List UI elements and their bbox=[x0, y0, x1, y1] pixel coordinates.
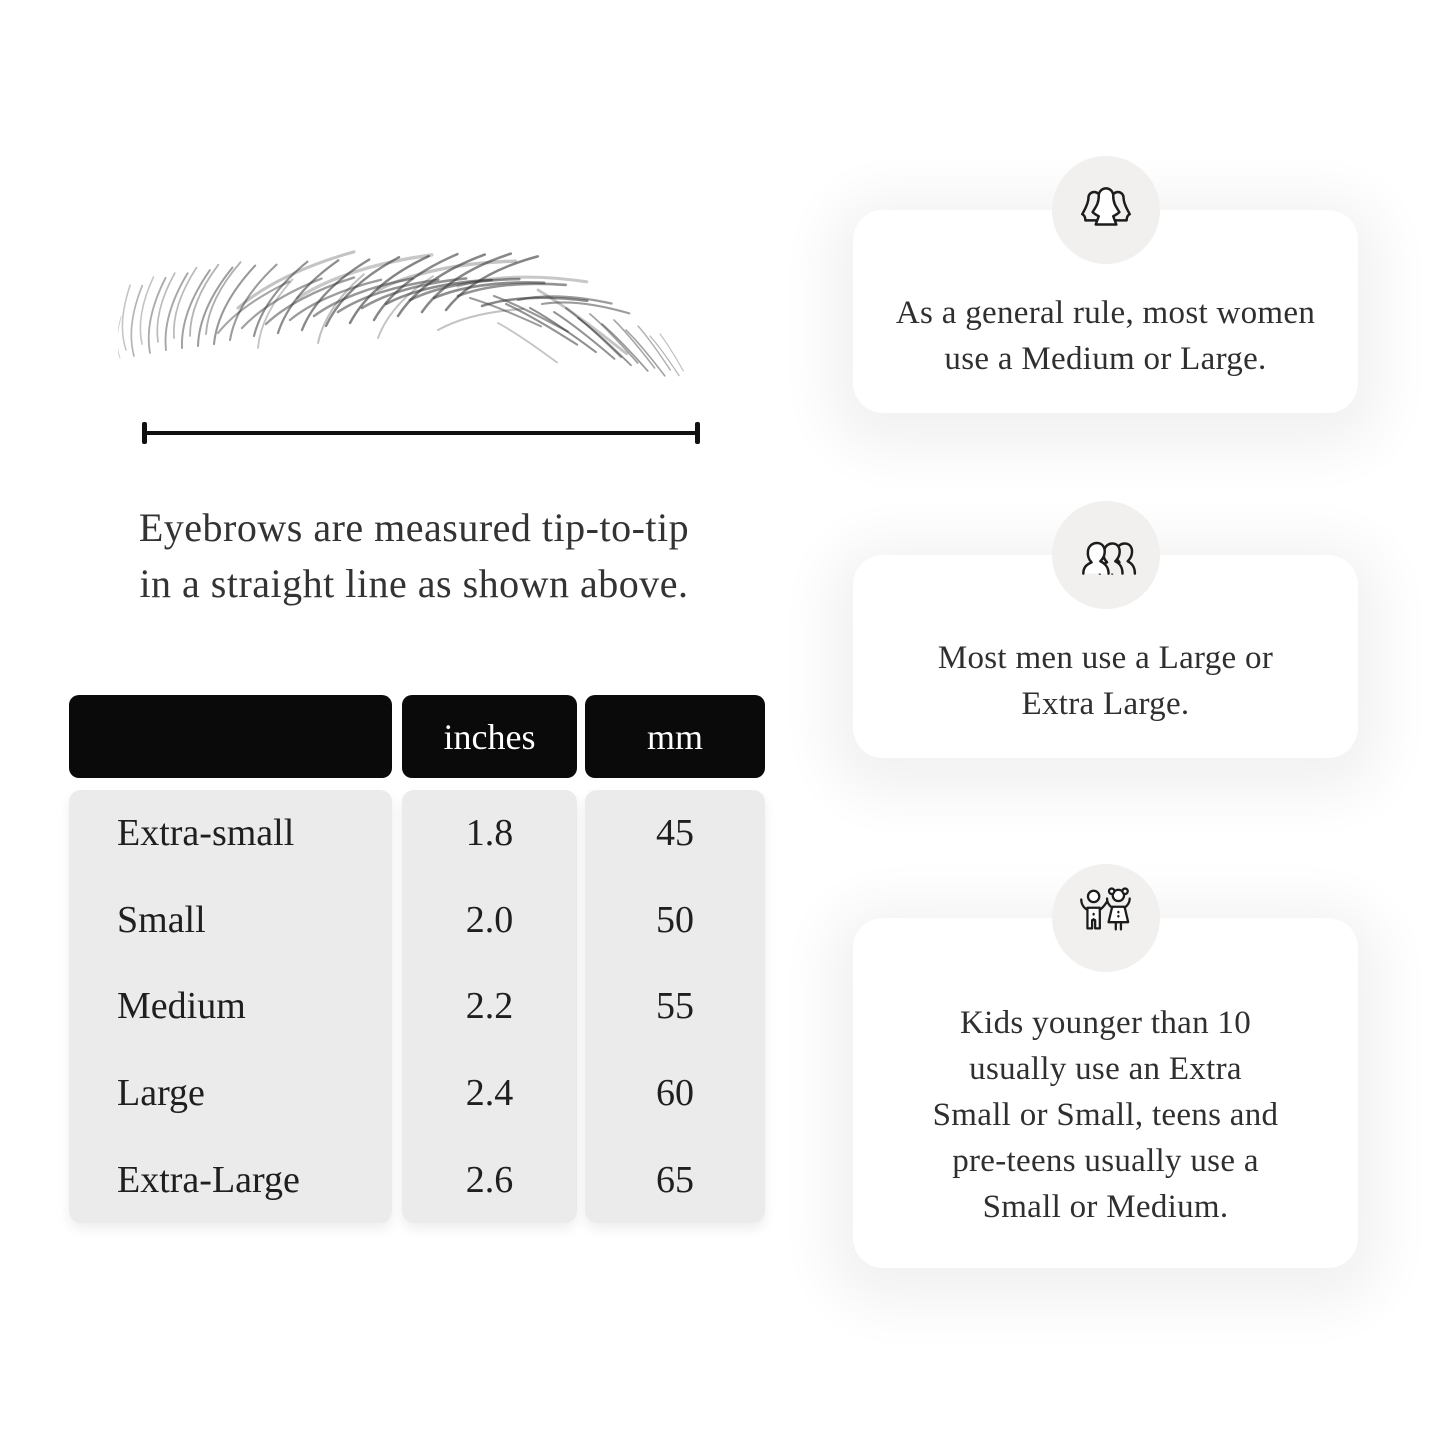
info-card-men bbox=[853, 555, 1358, 758]
table-cell-mm: 55 bbox=[656, 985, 694, 1028]
table-row-label: Medium bbox=[117, 985, 246, 1028]
card-text-line: usually use an Extra bbox=[969, 1051, 1242, 1087]
men-icon-badge bbox=[1052, 501, 1160, 609]
size-table bbox=[69, 695, 765, 1223]
table-row-label: Extra-small bbox=[117, 812, 295, 855]
card-text-line: pre-teens usually use a bbox=[952, 1143, 1259, 1179]
header-cell-inches: inches bbox=[402, 695, 577, 778]
info-card-women bbox=[853, 210, 1358, 413]
table-row-label: Large bbox=[117, 1072, 205, 1115]
size-table-body bbox=[69, 790, 765, 1223]
table-cell-mm: 60 bbox=[656, 1072, 694, 1115]
table-cell-inches: 2.6 bbox=[465, 1158, 514, 1201]
card-text-line: Small or Small, teens and bbox=[932, 1097, 1279, 1133]
table-cell-mm: 45 bbox=[656, 812, 694, 855]
caption-line-1: Eyebrows are measured tip-to-tip bbox=[138, 505, 690, 550]
table-cell-mm: 65 bbox=[656, 1158, 694, 1201]
women-icon-badge bbox=[1052, 156, 1160, 264]
size-column bbox=[69, 790, 392, 1223]
men-group-icon bbox=[1073, 520, 1139, 591]
measurement-line-right-cap bbox=[695, 422, 700, 444]
table-cell-inches: 2.2 bbox=[465, 985, 514, 1028]
inches-column bbox=[402, 790, 577, 1223]
table-cell-mm: 50 bbox=[656, 898, 694, 941]
card-text-line: As a general rule, most women bbox=[895, 295, 1316, 331]
measurement-caption bbox=[118, 500, 710, 612]
measurement-line bbox=[142, 422, 700, 444]
eyebrow-illustration bbox=[118, 238, 693, 398]
card-text-line: Small or Medium. bbox=[982, 1189, 1229, 1225]
card-text-line: Extra Large. bbox=[1021, 686, 1190, 722]
table-row-label: Small bbox=[117, 898, 206, 941]
women-group-icon bbox=[1073, 175, 1139, 246]
header-cell-size bbox=[69, 695, 392, 778]
measurement-line-bar bbox=[147, 431, 695, 435]
table-cell-inches: 2.0 bbox=[465, 898, 514, 941]
info-card-kids bbox=[853, 918, 1358, 1268]
kids-icon bbox=[1073, 883, 1139, 954]
header-cell-mm: mm bbox=[585, 695, 765, 778]
mm-column bbox=[585, 790, 765, 1223]
caption-line-2: in a straight line as shown above. bbox=[139, 561, 689, 606]
kids-icon-badge bbox=[1052, 864, 1160, 972]
table-cell-inches: 2.4 bbox=[465, 1072, 514, 1115]
card-text-line: Kids younger than 10 bbox=[959, 1005, 1252, 1041]
card-text-line: use a Medium or Large. bbox=[944, 341, 1267, 377]
size-table-header bbox=[69, 695, 765, 778]
card-text-line: Most men use a Large or bbox=[937, 640, 1274, 676]
table-cell-inches: 1.8 bbox=[465, 812, 514, 855]
table-row-label: Extra-Large bbox=[117, 1158, 300, 1201]
